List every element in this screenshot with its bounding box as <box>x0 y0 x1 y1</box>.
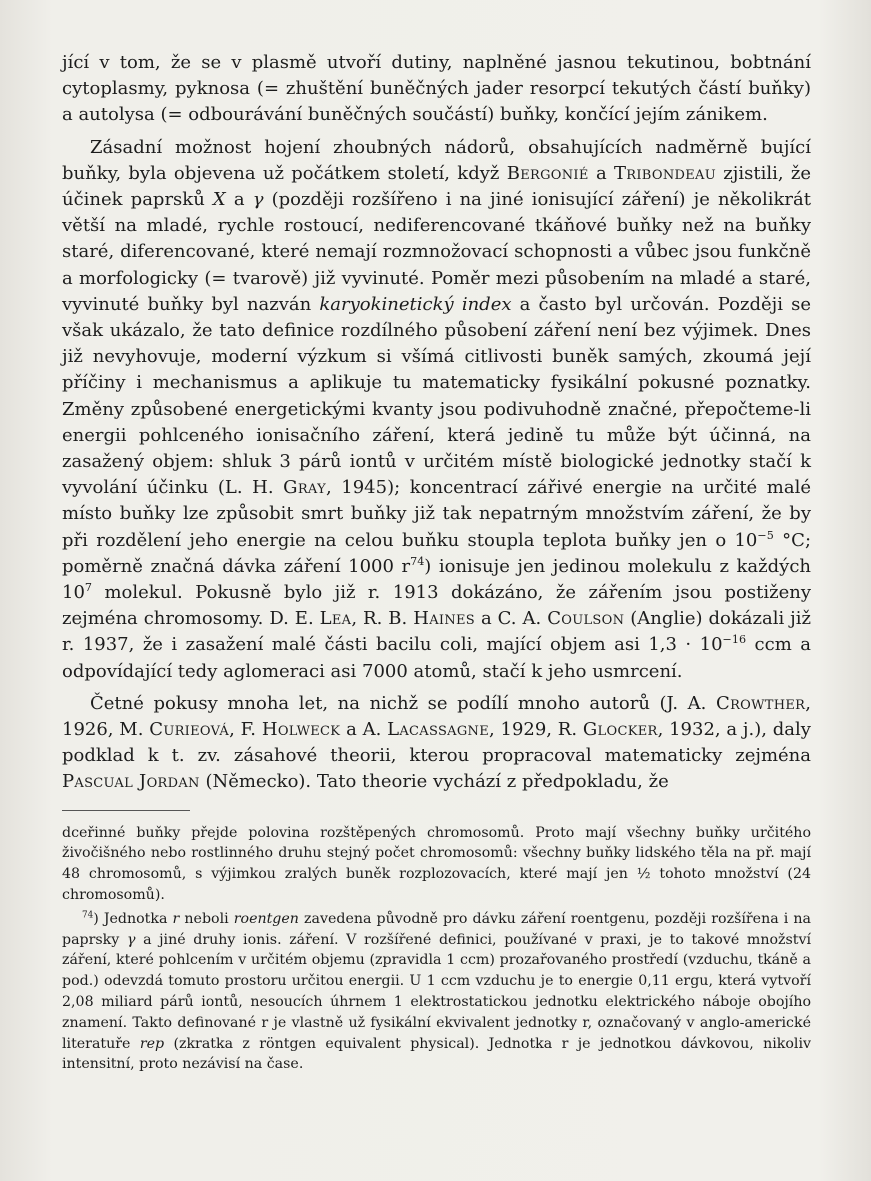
exponent: −5 <box>757 528 774 542</box>
author-tribondeau: Tribondeau <box>613 162 716 184</box>
term-rep: rep <box>139 1035 165 1052</box>
exponent: 7 <box>84 581 93 595</box>
author-gray: Gray <box>283 477 326 499</box>
footnotes <box>62 823 811 1076</box>
symbol-gamma: γ <box>252 189 264 211</box>
author-lacassagne: Lacassagne <box>387 719 489 741</box>
term-roentgen: roentgen <box>233 910 299 927</box>
main-text <box>62 50 811 796</box>
author-holweck: Holweck <box>261 719 341 741</box>
author-haines: Haines <box>413 608 476 630</box>
exponent: −16 <box>722 633 747 647</box>
paragraph-2: Zásadní možnost hojení zhoubných nádorů, obsahujících nadměrně bující buňky, byla objevena už počátkem století, když Bergonié a Tribondeau zjistili, že účinek paprsků X a γ (později rozšířeno i na jiné ionisující záření) je několikrát větší na mladé, rychle rostoucí, nediferencované tkáňové buňky než na buňky staré, diferencované, které nemají rozmnožovací schopnosti a vůbec jsou funkčně a morfologicky (= tvarově) již vyvinuté. Poměr mezi působením na mladé a staré, vyvinuté buňky byl nazván karyokinetický index a často byl určován. Později se však ukázalo, že tato definice rozdílného působení záření není bez výjimek. Dnes již nevyhovuje, moderní výzkum si všímá citlivosti buněk samých, zkoumá její příčiny i mechanismus a aplikuje tu matematicky fysikální pokusné poznatky. Změny způsobené energetickými kvanty jsou podivuhodně značné, přepočteme-li energii pohlceného ionisačního záření, která jedině tu může být účinná, na zasažený objem: shluk 3 párů iontů v určitém místě biologické jednotky stačí k vyvolání účinku (L. H. Gray, 1945); koncentrací zářivé energie na určité malé místo buňky lze způsobit smrt buňky již tak nepatrným množstvím záření, že by při rozdělení jeho energie na celou buňku stoupla teplota buňky jen o $10^{-5}$ °C; poměrně značná dávka záření 1000 $r^{74}$) ionisuje jen jedinou molekulu z každých $10^7$ molekul. Pokusně bylo již r. 1913 dokázáno, že zářením jsou postiženy zejména chromosomy. D. E. Lea, R. B. Haines a C. A. Coulson (Anglie) dokázali již r. 1937, že i zasažení malé části bacilu coli, mající objem asi $1,3 \cdot 10^{-16}$ ccm a odpovídající tedy aglomeraci asi 7000 atomů, stačí k jeho usmrcení. <box>62 136 812 682</box>
paragraph-1: jící v tom, že se v plasmě utvoří dutiny, naplněné jasnou tekutinou, bobtnání cytoplasmy, pyknosa (= zhuštění buněčných jader resorpcí tekutých částí buňky) a autolysa (= odbourávání buněčných součástí) buňky, končící jejím zánikem. <box>62 52 811 126</box>
paragraph-3: Četné pokusy mnoha let, na nichž se podílí mnoho autorů (J. A. Crowther, 1926, M. Curieová, F. Holweck a A. Lacassagne, 1929, R. Glocker, 1932, a j.), daly podklad k t. zv. zásahové theorii, kterou propracoval matematicky zejména Pascual Jordan (Německo). Tato theorie vychází z předpokladu, že <box>62 692 811 793</box>
author-jordan: Pascual Jordan <box>62 771 200 793</box>
footnote-divider <box>62 810 190 811</box>
symbol-x: X <box>212 189 226 211</box>
author-crowther: Crowther <box>716 692 806 714</box>
author-glocker: Glocker <box>582 719 658 741</box>
author-lea: Lea <box>319 608 352 630</box>
footnote-continued: dceřinné buňky přejde polovina rozštěpených chromosomů. Proto mají všechny buňky určitého živočišného nebo rostlinného druhu stejný počet chromosomů: všechny buňky lidského těla na př. mají 48 chromosomů, s výjimkou zralých buněk rozplozovacích, které mají jen ½ tohoto množství (24 chromosomů). <box>62 824 811 904</box>
term-karyokineticky-index: karyokinetický index <box>319 293 512 315</box>
author-bergonie: Bergonié <box>506 162 589 184</box>
footnote-mark-74: 74 <box>82 910 94 921</box>
author-curie: Curieová <box>149 719 230 741</box>
footnote-74: $^{74}$) Jednotka r neboli roentgen zavedena původně pro dávku záření roentgenu, později rozšířena i na paprsky γ a jiné druhy ionis. záření. V rozšířené definici, používané v praxi, je to takové množství záření, které pohlcením v určitém objemu (zpravidla 1 ccm) prozařovaného prostředí (vzduchu, tkáně a pod.) odevzdá tomuto prostoru určitou energii. U 1 ccm vzduchu je to energie 0,11 ergu, která vytvoří 2,08 miliard párů iontů, nesoucích úhrnem 1 elektrostatickou jednotku elektrického náboje obojího znamení. Takto definované r je vlastně už fysikální ekvivalent jednotky r, označovaný v anglo-americké literatuře rep (zkratka z röntgen equivalent physical). Jednotka r je jednotkou dávkovou, nikoliv intensitní, proto nezávisí na čase. <box>62 910 812 1073</box>
footnote-ref-74[interactable]: 74 <box>410 554 425 568</box>
author-coulson: Coulson <box>547 608 625 630</box>
